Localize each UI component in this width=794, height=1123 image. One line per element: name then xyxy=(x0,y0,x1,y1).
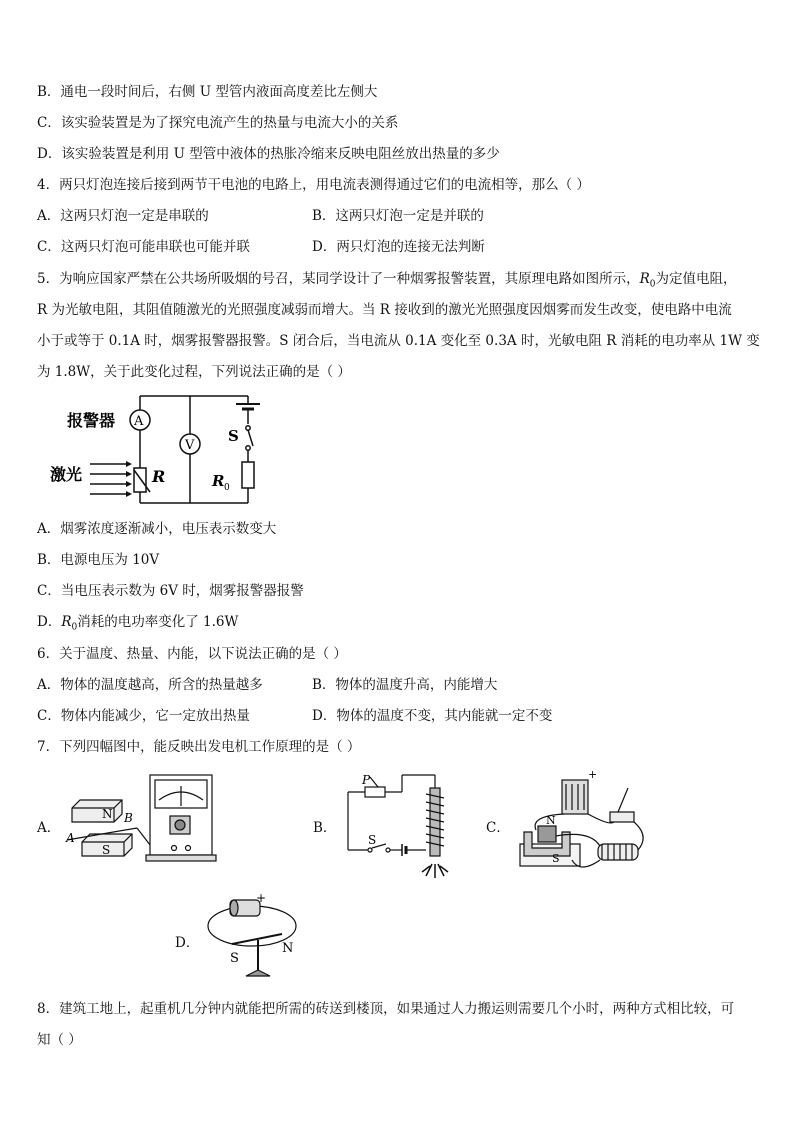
q5-option-d xyxy=(37,613,238,637)
q3-option-b: B．通电一段时间后，右侧 U 型管内液面高度差比左侧大 xyxy=(37,84,378,100)
fig-a-s-label: S xyxy=(102,843,111,857)
fig-d-s-label: S xyxy=(230,951,239,966)
q7-option-b-label: B． xyxy=(313,820,337,836)
q4-option-b: B．这两只灯泡一定是并联的 xyxy=(312,208,484,224)
q5-stem-line1b: 为定值电阻， xyxy=(655,271,737,287)
q5-option-d-r0: R xyxy=(61,614,72,630)
fig-c-plus-label: + xyxy=(588,768,598,781)
fig-a-a-label: A xyxy=(66,831,75,845)
q7-figure-c-motor xyxy=(510,766,660,881)
switch-label: S xyxy=(228,427,239,445)
fig-a-n-label: N xyxy=(102,807,113,821)
q8-stem-line2: 知（ ） xyxy=(37,1032,82,1048)
q7-option-a-label: A． xyxy=(37,820,61,836)
voltmeter-label: V xyxy=(185,438,195,453)
q7-option-d-label: D． xyxy=(175,935,200,951)
laser-label: 激光 xyxy=(50,465,83,484)
fig-b-p-label: P xyxy=(362,773,371,787)
q4-option-d: D．两只灯泡的连接无法判断 xyxy=(312,239,485,255)
q5-option-b: B．电源电压为 10V xyxy=(37,552,160,568)
fixed-resistor-icon xyxy=(242,462,254,488)
q7-figure-d-compass xyxy=(202,888,312,988)
fig-d-plus-label: + xyxy=(256,891,267,905)
q5-option-c: C．当电压表示数为 6V 时，烟雾报警器报警 xyxy=(37,583,304,599)
q3-option-c: C．该实验装置是为了探究电流产生的热量与电流大小的关系 xyxy=(37,115,399,131)
fig-c-n-label: N xyxy=(546,814,556,827)
q4-option-a: A．这两只灯泡一定是串联的 xyxy=(37,208,209,224)
q5-circuit-diagram xyxy=(40,388,280,513)
q5-stem-line2: R 为光敏电阻，其阻值随激光的光照强度减弱而增大。当 R 接收到的激光光照强度因烟雾而发生改变，使电路中电流 xyxy=(37,302,732,318)
q5-option-a: A．烟雾浓度逐渐减小，电压表示数变大 xyxy=(37,521,277,537)
q6-option-a: A．物体的温度越高，所含的热量越多 xyxy=(37,677,263,693)
resistor-r0-label: R xyxy=(212,472,225,490)
alarm-label: 报警器 xyxy=(67,411,116,430)
q5-stem-line1 xyxy=(37,270,737,294)
q6-option-d: D．物体的温度不变，其内能就一定不变 xyxy=(312,708,553,724)
fig-d-n-label: N xyxy=(282,941,294,956)
q7-figure-a-generator xyxy=(62,770,227,870)
ammeter-label: A xyxy=(134,414,144,429)
q5-option-d-suffix: 消耗的电功率变化了 1.6W xyxy=(77,614,239,630)
q6-option-c: C．物体内能减少，它一定放出热量 xyxy=(37,708,250,724)
q5-stem-line1a: 5．为响应国家严禁在公共场所吸烟的号召，某同学设计了一种烟雾报警装置，其原理电路如图所示， xyxy=(37,271,640,287)
q7-option-c-label: C． xyxy=(486,820,510,836)
fig-a-b-label: B xyxy=(124,811,133,825)
q4-option-c: C．这两只灯泡可能串联也可能并联 xyxy=(37,239,250,255)
q3-option-d: D．该实验装置是利用 U 型管中液体的热胀冷缩来反映电阻丝放出热量的多少 xyxy=(37,146,500,162)
q8-stem-line1: 8．建筑工地上，起重机几分钟内就能把所需的砖送到楼顶，如果通过人力搬运则需要几个小时，两种方式相比较，可 xyxy=(37,1001,735,1017)
resistor-r0-sub: 0 xyxy=(224,483,230,493)
q5-option-d-r0-sub: 0 xyxy=(71,622,78,633)
q5-stem-line4: 为 1.8W，关于此变化过程，下列说法正确的是（ ） xyxy=(37,364,351,380)
q6-option-b: B．物体的温度升高，内能增大 xyxy=(312,677,498,693)
fig-c-s-label: S xyxy=(552,852,560,865)
resistor-r-label: R xyxy=(152,467,166,486)
fig-b-s-label: S xyxy=(368,833,377,847)
switch-icon xyxy=(248,430,253,446)
q5-r0-symbol: R xyxy=(639,271,650,287)
q5-stem-line3: 小于或等于 0.1A 时，烟雾报警器报警。S 闭合后，当电流从 0.1A 变化至 0.3A 时，光敏电阻 R 消耗的电功率从 1W 变 xyxy=(37,333,760,349)
q7-figure-b-electromagnet xyxy=(340,770,460,885)
q5-r0-sub: 0 xyxy=(649,279,656,290)
q6-stem: 6．关于温度、热量、内能，以下说法正确的是（ ） xyxy=(37,646,347,662)
q7-stem: 7．下列四幅图中，能反映出发电机工作原理的是（ ） xyxy=(37,739,361,755)
q5-option-d-prefix: D． xyxy=(37,614,62,630)
q4-stem: 4．两只灯泡连接后接到两节干电池的电路上，用电流表测得通过它们的电流相等，那么（ ） xyxy=(37,177,590,193)
